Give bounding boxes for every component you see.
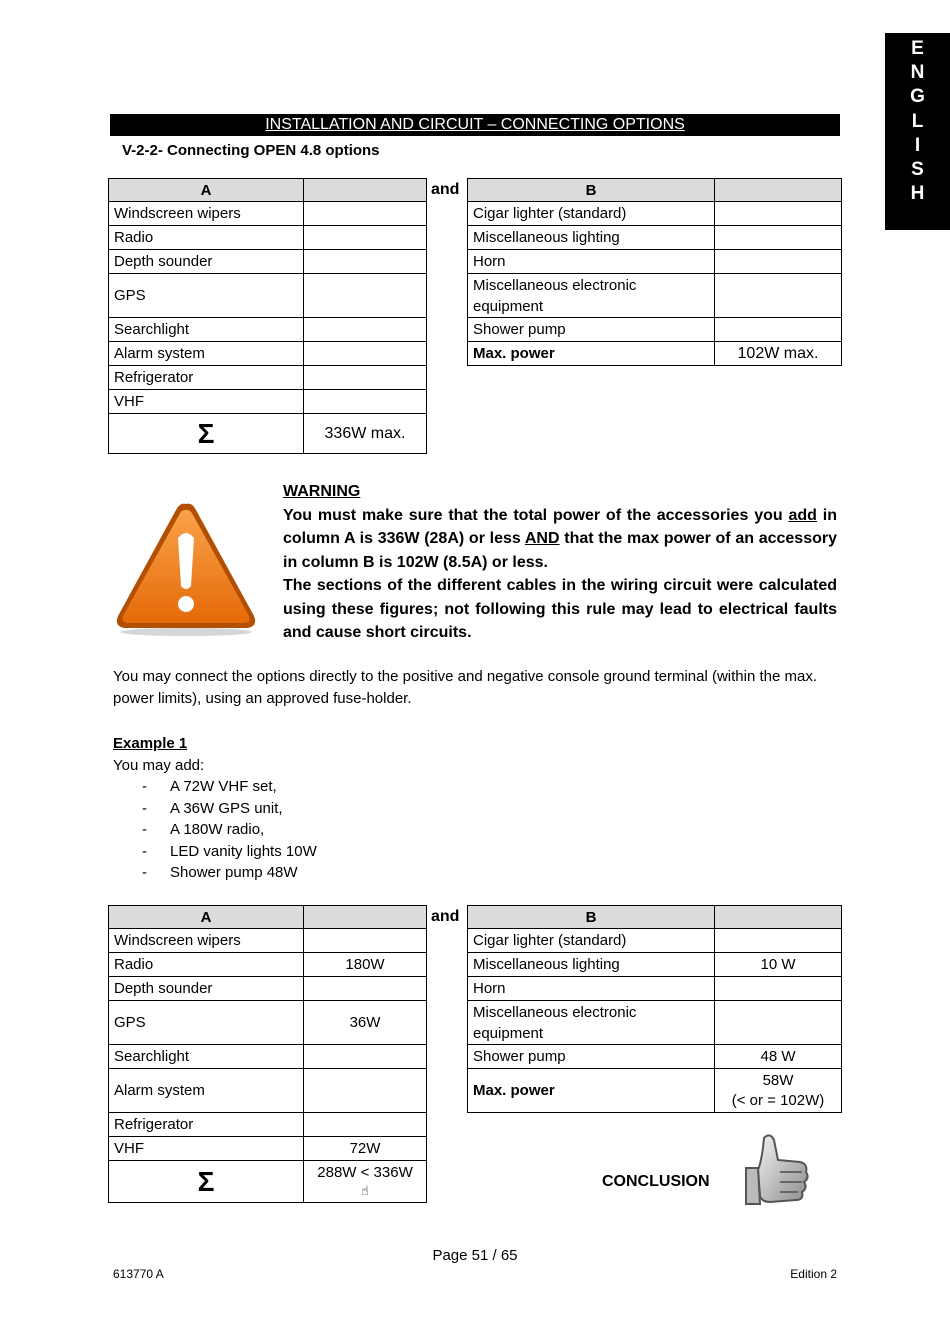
list-item-text: LED vanity lights 10W — [170, 842, 317, 860]
table-row — [109, 929, 427, 953]
option-value — [304, 342, 427, 366]
language-letter: S — [911, 159, 924, 181]
table-row — [109, 1045, 427, 1069]
list-item-text: Shower pump 48W — [170, 864, 298, 881]
option-value: 72W — [304, 1137, 427, 1161]
option-value — [304, 929, 427, 953]
example-section — [113, 733, 317, 884]
language-letter: H — [910, 183, 925, 205]
option-label: Shower pump — [468, 1045, 715, 1069]
option-label: Windscreen wipers — [109, 929, 304, 953]
list-item — [113, 798, 317, 820]
example-title: Example 1 — [113, 735, 188, 752]
section-title: INSTALLATION AND CIRCUIT – CONNECTING OPTIONS — [110, 114, 840, 136]
option-value — [304, 274, 427, 318]
option-label: Miscellaneous electronic equipment — [468, 274, 715, 318]
option-label: Depth sounder — [109, 977, 304, 1001]
subheading: V-2-2- Connecting OPEN 4.8 options — [122, 142, 380, 159]
option-value: 10 W — [715, 953, 842, 977]
option-label: Refrigerator — [109, 1113, 304, 1137]
column-a-value-header — [304, 906, 427, 929]
option-label: GPS — [109, 274, 304, 318]
table-row — [109, 274, 427, 318]
table-row — [468, 1001, 842, 1045]
option-value — [715, 929, 842, 953]
warning-paragraph-1 — [283, 504, 837, 575]
table-row — [109, 1137, 427, 1161]
option-label: Windscreen wipers — [109, 202, 304, 226]
list-item-text: A 72W VHF set, — [170, 778, 277, 795]
max-power-value: 58W — [762, 1071, 794, 1089]
column-a-value-header — [304, 179, 427, 202]
table-row — [109, 1069, 427, 1113]
column-a-header: A — [109, 906, 304, 929]
option-value: 36W — [304, 1001, 427, 1045]
table-row — [109, 390, 427, 414]
option-label: Radio — [109, 226, 304, 250]
option-value — [304, 1069, 427, 1113]
language-letter: N — [910, 62, 925, 84]
option-value — [715, 250, 842, 274]
column-b-value-header — [715, 906, 842, 929]
sigma-symbol: Σ — [109, 1161, 304, 1203]
option-label: Shower pump — [468, 318, 715, 342]
and-label: and — [431, 908, 460, 925]
option-value — [304, 366, 427, 390]
option-value — [304, 1113, 427, 1137]
option-value — [715, 226, 842, 250]
table-row — [109, 1001, 427, 1045]
table-row — [109, 250, 427, 274]
table-row — [468, 977, 842, 1001]
option-value — [304, 250, 427, 274]
total-cell — [304, 1161, 427, 1203]
table-row — [109, 318, 427, 342]
warning-emphasis: AND — [524, 530, 560, 547]
example-table-a — [108, 905, 427, 1203]
list-item — [113, 819, 317, 841]
list-item — [113, 862, 317, 884]
options-table-a — [108, 178, 427, 454]
table-row — [109, 1113, 427, 1137]
column-a-header: A — [109, 179, 304, 202]
table-row — [468, 1045, 842, 1069]
option-value — [304, 1045, 427, 1069]
warning-triangle-icon — [112, 498, 260, 638]
table-row — [109, 953, 427, 977]
page-number: Page 51 / 65 — [432, 1247, 518, 1264]
table-row — [109, 977, 427, 1001]
list-dash: - — [142, 864, 147, 881]
table-header-row — [109, 179, 427, 202]
option-value: 48 W — [715, 1045, 842, 1069]
option-value — [304, 977, 427, 1001]
table-row — [468, 250, 842, 274]
and-label: and — [431, 181, 460, 198]
list-dash: - — [142, 842, 147, 860]
max-power-label: Max. power — [468, 1069, 715, 1113]
table-row — [109, 202, 427, 226]
sigma-symbol: Σ — [109, 414, 304, 454]
table-row — [468, 202, 842, 226]
option-label: VHF — [109, 1137, 304, 1161]
option-value — [715, 274, 842, 318]
option-label: Radio — [109, 953, 304, 977]
total-row — [109, 1161, 427, 1203]
column-b-header: B — [468, 179, 715, 202]
option-label: Horn — [468, 250, 715, 274]
table-row — [468, 929, 842, 953]
list-item-text: A 36W GPS unit, — [170, 799, 283, 817]
document-code: 613770 A — [113, 1267, 164, 1281]
option-label: Miscellaneous electronic equipment — [468, 1001, 715, 1045]
option-label: Searchlight — [109, 318, 304, 342]
option-value: 180W — [304, 953, 427, 977]
total-value: 288W < 336W — [317, 1163, 413, 1181]
max-power-value: 102W max. — [715, 342, 842, 366]
example-list — [113, 776, 317, 884]
pointing-hand-icon: ☝ — [361, 1182, 369, 1198]
option-label: Cigar lighter (standard) — [468, 929, 715, 953]
list-item — [113, 841, 317, 863]
option-value — [304, 226, 427, 250]
options-table-b — [467, 178, 842, 366]
max-power-limit: (< or = 102W) — [731, 1091, 825, 1109]
total-row — [109, 414, 427, 454]
language-tab — [885, 33, 950, 230]
option-value — [715, 977, 842, 1001]
option-value — [304, 390, 427, 414]
table-row — [109, 366, 427, 390]
table-header-row — [468, 179, 842, 202]
connection-paragraph: You may connect the options directly to the positive and negative console ground terminal (within the max. power limits), using an approved fuse-holder. — [113, 668, 818, 707]
warning-text: You must make sure that the total power of the accessories you — [283, 506, 789, 524]
language-letter: G — [910, 86, 925, 108]
option-value — [304, 202, 427, 226]
option-label: Refrigerator — [109, 366, 304, 390]
max-power-row — [468, 342, 842, 366]
total-value: 336W max. — [304, 414, 427, 454]
list-dash: - — [142, 778, 147, 795]
example-intro: You may add: — [113, 756, 205, 774]
max-power-label: Max. power — [468, 342, 715, 366]
warning-block — [283, 480, 837, 645]
warning-paragraph-2: The sections of the different cables in the wiring circuit were calculated using these figures; not following this rule may lead to electrical faults and cause short circuits. — [283, 577, 837, 641]
option-label: Miscellaneous lighting — [468, 226, 715, 250]
max-power-row — [468, 1069, 842, 1113]
option-label: VHF — [109, 390, 304, 414]
language-letter: L — [911, 110, 924, 132]
warning-emphasis: add — [788, 506, 817, 524]
edition-label: Edition 2 — [790, 1267, 837, 1281]
list-item — [113, 776, 317, 798]
table-row — [109, 342, 427, 366]
list-dash: - — [142, 799, 147, 817]
option-label: Cigar lighter (standard) — [468, 202, 715, 226]
language-letter: I — [914, 134, 921, 156]
warning-text: in column A is 336W (28A) or less — [283, 506, 837, 547]
language-letter: E — [911, 38, 924, 59]
list-item-text: A 180W radio, — [170, 821, 265, 838]
option-label: Searchlight — [109, 1045, 304, 1069]
option-value — [715, 202, 842, 226]
option-value — [304, 318, 427, 342]
example-table-b — [467, 905, 842, 1113]
table-header-row — [468, 906, 842, 929]
table-row — [468, 318, 842, 342]
option-label: Horn — [468, 977, 715, 1001]
max-power-cell — [715, 1069, 842, 1113]
table-row — [468, 274, 842, 318]
warning-title: WARNING — [283, 483, 361, 500]
option-label: Depth sounder — [109, 250, 304, 274]
table-header-row — [109, 906, 427, 929]
table-row — [109, 226, 427, 250]
column-b-value-header — [715, 179, 842, 202]
conclusion-label: CONCLUSION — [602, 1173, 710, 1190]
table-row — [468, 953, 842, 977]
option-label: Alarm system — [109, 1069, 304, 1113]
table-row — [468, 226, 842, 250]
option-label: Miscellaneous lighting — [468, 953, 715, 977]
list-dash: - — [142, 821, 147, 838]
option-value — [715, 318, 842, 342]
warning-text: that the max power of an accessory in column B is 102W (8.5A) or less. — [283, 530, 837, 571]
option-label: Alarm system — [109, 342, 304, 366]
option-value — [715, 1001, 842, 1045]
option-label: GPS — [109, 1001, 304, 1045]
column-b-header: B — [468, 906, 715, 929]
thumbs-up-icon — [740, 1130, 812, 1210]
